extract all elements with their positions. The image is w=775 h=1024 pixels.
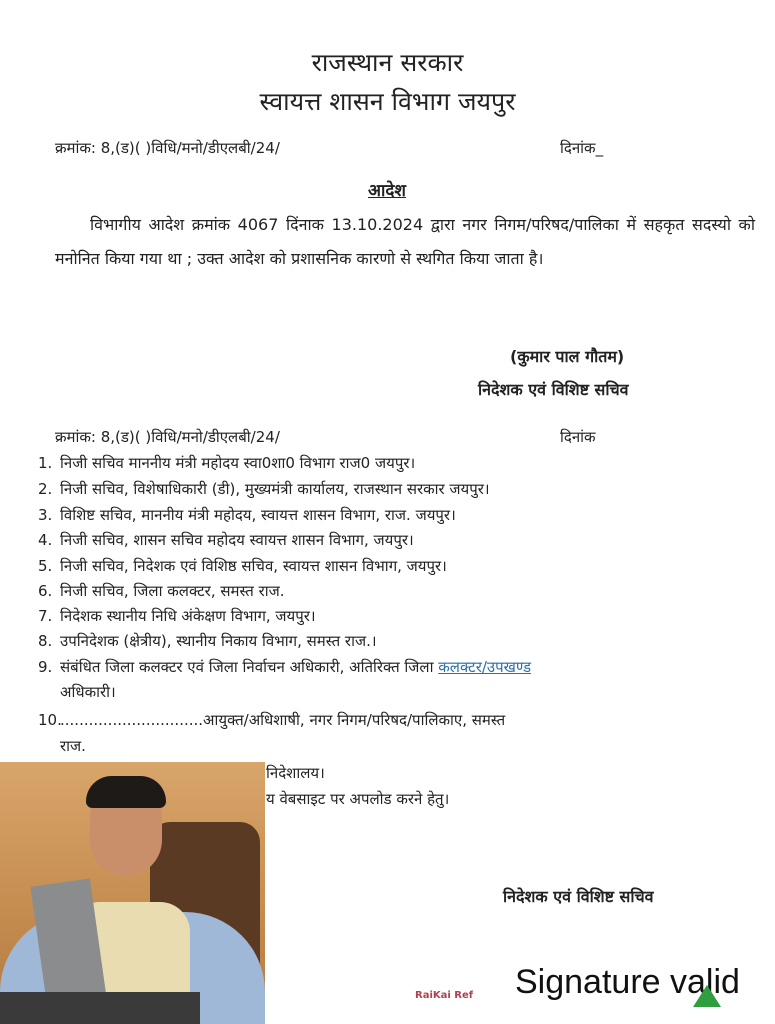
photo-person	[0, 762, 265, 1024]
hair	[86, 776, 166, 808]
list-item: 1. निजी सचिव माननीय मंत्री महोदय स्वा0शा0 विभाग राज0 जयपुर।	[38, 454, 416, 472]
order-body: विभागीय आदेश क्रमांक 4067 दिंनाक 13.10.2024 द्वारा नगर निगम/परिषद/पालिका में सहकृत सदस्यो को मनोनित किया गया था ; उक्त आदेश को प्रशासनिक कारणो से स्थगित किया जाता है।	[55, 215, 755, 268]
list-item: 9. संबंधित जिला कलक्टर एवं जिला निर्वाचन अधिकारी, अतिरिक्त जिला कलक्टर/उपखण्ड	[38, 658, 532, 676]
list-item: 6. निजी सचिव, जिला कलक्टर, समस्त राज.	[38, 582, 285, 600]
list-item-continuation: राज.	[60, 737, 86, 755]
list-item: 7. निदेशक स्थानीय निधि अंकेक्षण विभाग, जयपुर।	[38, 607, 316, 625]
ref-number: क्रमांक: 8,(ड)( )विधि/मनो/डीएलबी/24/	[55, 139, 280, 157]
ref-mark: RaiKai Ref	[415, 990, 474, 1001]
partial-line: य वेबसाइट पर अपलोड करने हेतु।	[266, 790, 450, 808]
partial-line: निदेशालय।	[266, 764, 325, 782]
order-heading: आदेश	[368, 181, 406, 201]
signature-status: Signature valid	[515, 963, 740, 1001]
list-item: 10...............................आयुक्त/अधिशाषी, नगर निगम/परिषद/पालिकाए, समस्त	[38, 711, 506, 729]
copy-ref-date-label: दिनांक	[560, 428, 596, 446]
signatory-name: (कुमार पाल गौतम)	[510, 347, 625, 366]
ref-date-label: दिनांक_	[560, 139, 604, 157]
list-item: 4. निजी सचिव, शासन सचिव महोदय स्वायत्त शासन विभाग, जयपुर।	[38, 531, 414, 549]
list-item: 3. विशिष्ट सचिव, माननीय मंत्री महोदय, स्वायत्त शासन विभाग, राज. जयपुर।	[38, 506, 456, 524]
list-item: 2. निजी सचिव, विशेषाधिकारी (डी), मुख्यमंत्री कार्यालय, राजस्थान सरकार जयपुर।	[38, 480, 490, 498]
collector-link[interactable]: कलक्टर/उपखण्ड	[438, 658, 532, 676]
list-item-continuation: अधिकारी।	[60, 683, 116, 701]
footer-designation: निदेशक एवं विशिष्ट सचिव	[503, 887, 654, 906]
doc-title: राजस्थान सरकार	[311, 48, 464, 77]
desk	[0, 992, 200, 1024]
list-item: 5. निजी सचिव, निदेशक एवं विशिष्ठ सचिव, स्वायत्त शासन विभाग, जयपुर।	[38, 557, 447, 575]
copy-ref-number: क्रमांक: 8,(ड)( )विधि/मनो/डीएलबी/24/	[55, 428, 280, 446]
doc-subtitle: स्वायत्त शासन विभाग जयपुर	[259, 87, 516, 116]
signatory-designation: निदेशक एवं विशिष्ट सचिव	[478, 380, 629, 399]
list-item: 8. उपनिदेशक (क्षेत्रीय), स्थानीय निकाय विभाग, समस्त राज.।	[38, 632, 377, 650]
check-mark-icon	[693, 985, 721, 1007]
